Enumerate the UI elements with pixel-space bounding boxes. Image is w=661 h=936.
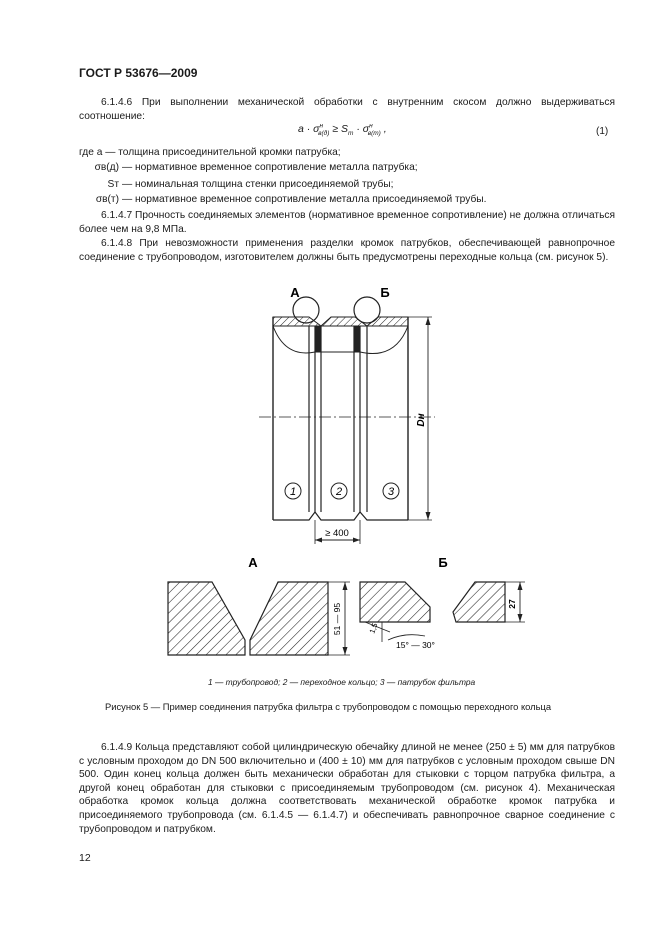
detail-b-angle: 15° — 30°	[396, 640, 435, 650]
figure-5-detail-views	[160, 552, 540, 667]
position-3: 3	[387, 486, 395, 498]
detail-b-title: Б	[438, 555, 448, 570]
hatched-wall-band	[273, 317, 408, 326]
formula-1: $a \cdot \sigma^н_{в(д)} \ge S_т \cdot \sigma^н_{в(т)}$ ,	[298, 122, 387, 138]
figure-legend: 1 — трубопровод; 2 — переходное кольцо; 3 — патрубок фильтра	[208, 677, 476, 687]
figure-5-main-drawing	[255, 280, 445, 550]
paragraph-6147: 6.1.4.7 Прочность соединяемых элементов (нормативное временное сопротивление) не должна отличаться более чем на 9,8 МПа.	[79, 210, 615, 235]
detail-a-thickness: 51 — 95	[332, 602, 342, 636]
definition-text: — нормативное временное сопротивление металла присоединяемой трубы.	[122, 194, 487, 205]
position-2: 2	[335, 486, 343, 498]
definition-symbol: Sт	[107, 179, 119, 190]
paragraph-6148: 6.1.4.8 При невозможности применения разделки кромок патрубков, обеспечивающей равнопрочное соединение с трубопроводом, изготовителем должны быть предусмотрены переходные кольца (см. рисунок 5).	[79, 238, 615, 263]
detail-b-circle	[354, 297, 380, 323]
position-1: 1	[289, 486, 297, 498]
paragraph-6146: 6.1.4.6 При выполнении механической обработки с внутренним скосом должно выдерживаться соотношение:	[79, 97, 615, 122]
callout-a: А	[290, 285, 300, 300]
definition-text: — номинальная толщина стенки присоединяемой трубы;	[122, 179, 394, 190]
detail-b-left-profile	[360, 582, 430, 622]
detail-a-right-profile	[250, 582, 328, 655]
callout-b: Б	[380, 285, 390, 300]
detail-a-title: А	[248, 555, 258, 570]
diameter-label: Dн	[416, 413, 427, 427]
page-number: 12	[79, 852, 91, 864]
figure-caption: Рисунок 5 — Пример соединения патрубка фильтра с трубопроводом с помощью переходного кольца	[105, 701, 552, 712]
equation-number: (1)	[596, 126, 609, 137]
definition-a	[79, 146, 341, 159]
detail-b-right-profile	[453, 582, 505, 622]
definition-text: — толщина присоединительной кромки патрубка;	[105, 147, 341, 158]
definition-symbol: σв(д)	[94, 162, 119, 173]
detail-b-small-dimension: 1,5	[367, 621, 380, 635]
length-dimension: ≥ 400	[325, 528, 349, 539]
definition-text: — нормативное временное сопротивление металла патрубка;	[122, 162, 418, 173]
detail-b-thickness: 27	[507, 599, 517, 609]
document-header: ГОСТ Р 53676—2009	[79, 66, 198, 80]
definition-sigma-d	[79, 161, 418, 174]
detail-a-left-profile	[168, 582, 245, 655]
definition-sigma-t	[79, 193, 486, 206]
definition-st	[79, 178, 393, 191]
definition-symbol: где a	[79, 147, 103, 158]
paragraph-6149: 6.1.4.9 Кольца представляют собой цилиндрическую обечайку длиной не менее (250 ± 5) мм для патрубков с условным проходом до DN 500 включительно и (400 ± 10) мм для патрубков с условным проходом свыше DN 500. Один конец кольца должен быть механически обработан для стыковки с торцом патрубка фильтра, а другой конец обработан для стыковки с присоединяемым трубопроводом (см. рисунок 4). Механическая обработка кромок кольца должна соответствовать механической обработке кромок патрубка и присоединяемого трубопровода (см. 6.1.4.5 — 6.1.4.7) и обеспечивать равнопрочное сварное соединение с трубопроводом и патрубком.	[79, 742, 615, 835]
definition-symbol: σв(т)	[95, 194, 119, 205]
